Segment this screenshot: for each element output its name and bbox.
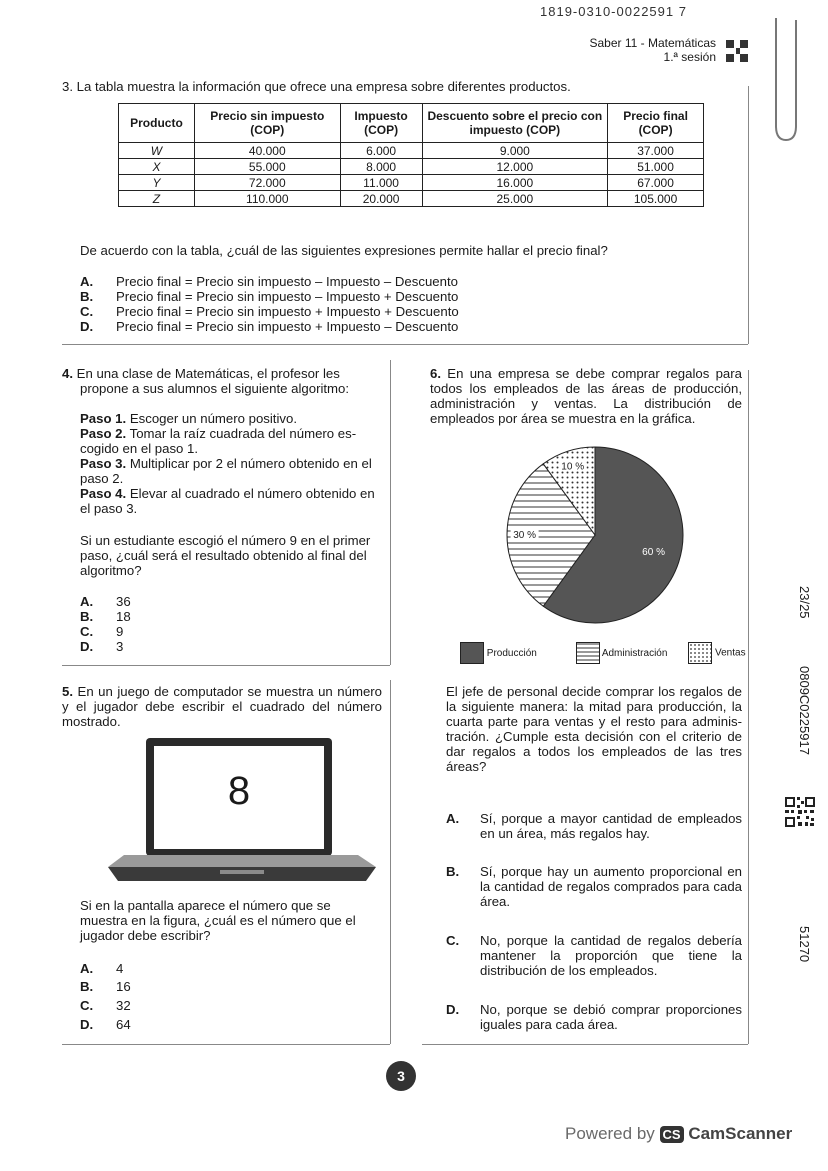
q4-option-d[interactable] xyxy=(80,639,123,654)
pie-label: 10 % xyxy=(561,461,585,473)
pie-label: 60 % xyxy=(642,547,665,559)
divider xyxy=(390,680,391,1044)
step-text: Tomar la raíz cuadrada del número es-cogido en el paso 1. xyxy=(80,426,357,456)
header-session: 1.ª sesión xyxy=(663,50,716,64)
q5-intro-text: En un juego de computador se muestra un número y el jugador debe escribir el cuadrado del número mostrado. xyxy=(62,684,382,729)
table-cell: 55.000 xyxy=(194,159,340,175)
q4-intro xyxy=(62,366,382,396)
option-text: Sí, porque hay un aumento proporcional en la cantidad de regalos comprados para cada área. xyxy=(480,864,742,909)
divider xyxy=(422,1044,748,1045)
option-text: 64 xyxy=(116,1017,131,1032)
option-text: 4 xyxy=(116,961,124,976)
table-cell: Y xyxy=(119,175,195,191)
divider xyxy=(62,344,748,345)
q3-intro-text: La tabla muestra la información que ofrece una empresa sobre diferentes productos. xyxy=(76,79,571,94)
footer-brand: CamScanner xyxy=(688,1124,793,1143)
option-text: Precio final = Precio sin impuesto – Impuesto + Descuento xyxy=(116,289,459,304)
q5-intro xyxy=(62,684,382,729)
option-text: 18 xyxy=(116,609,131,624)
q4-intro-line1: En una clase de Matemáticas, el profesor les xyxy=(76,366,340,381)
q4-intro-line2: propone a sus alumnos el siguiente algoritmo: xyxy=(80,381,350,396)
q6-option-c[interactable] xyxy=(446,933,742,978)
option-letter: B. xyxy=(446,864,460,879)
option-letter: C. xyxy=(80,998,94,1013)
divider xyxy=(390,360,391,665)
q5-number: 5. xyxy=(62,684,73,699)
q6-intro xyxy=(430,366,742,426)
table-cell: 110.000 xyxy=(194,191,340,207)
table-cell: 105.000 xyxy=(608,191,704,207)
q4-step xyxy=(80,426,382,456)
pie-legend xyxy=(460,642,746,664)
table-cell: 40.000 xyxy=(194,143,340,159)
option-text: 36 xyxy=(116,594,131,609)
q4-step xyxy=(80,486,382,516)
table-cell: 11.000 xyxy=(340,175,422,191)
q3-option-a[interactable] xyxy=(80,274,458,289)
option-letter: C. xyxy=(446,933,460,948)
q5-option-c[interactable] xyxy=(80,998,131,1013)
table-cell: 16.000 xyxy=(422,175,608,191)
q3-option-b[interactable] xyxy=(80,289,458,304)
q4-question: Si un estudiante escogió el número 9 en el primer paso, ¿cuál será el resultado obtenido al final del algoritmo? xyxy=(80,533,371,578)
page-number: 3 xyxy=(386,1061,416,1091)
q3-option-d[interactable] xyxy=(80,319,458,334)
option-text: No, porque se debió comprar proporciones iguales para cada área. xyxy=(480,1002,742,1032)
option-text: Precio final = Precio sin impuesto + Impuesto – Descuento xyxy=(116,319,459,334)
q4-option-a[interactable] xyxy=(80,594,131,609)
q3-option-c[interactable] xyxy=(80,304,459,319)
option-letter: D. xyxy=(80,319,94,334)
option-letter: D. xyxy=(80,639,94,654)
q4-option-c[interactable] xyxy=(80,624,123,639)
option-letter: D. xyxy=(80,1017,94,1032)
top-code: 1819-0310-0022591 7 xyxy=(540,4,687,19)
camscanner-footer xyxy=(565,1124,792,1144)
icfes-logo-icon xyxy=(724,38,750,64)
table-header: Precio final (COP) xyxy=(608,104,704,143)
step-label: Paso 3. xyxy=(80,456,127,471)
option-letter: A. xyxy=(80,594,94,609)
q6-option-d[interactable] xyxy=(446,1002,742,1032)
step-label: Paso 1. xyxy=(80,411,127,426)
q5-question: Si en la pantalla aparece el número que se muestra en la figura, ¿cuál es el número que el jugador debe escribir? xyxy=(80,898,356,943)
table-cell: Z xyxy=(119,191,195,207)
option-letter: B. xyxy=(80,289,94,304)
side-number: 51270 xyxy=(797,926,812,963)
table-cell: X xyxy=(119,159,195,175)
table-header-row xyxy=(119,104,704,143)
option-text: No, porque la cantidad de regalos debería mantener la proporción que tiene la distribución de los empleados. xyxy=(480,933,742,978)
option-letter: B. xyxy=(80,979,94,994)
option-letter: B. xyxy=(80,609,94,624)
option-letter: D. xyxy=(446,1002,460,1017)
table-cell: 72.000 xyxy=(194,175,340,191)
page-header xyxy=(590,36,717,64)
table-cell: 51.000 xyxy=(608,159,704,175)
step-text: Escoger un número positivo. xyxy=(129,411,297,426)
q3-number: 3. xyxy=(62,79,73,94)
option-text: 3 xyxy=(116,639,124,654)
legend-label: Producción xyxy=(486,647,537,659)
table-header: Precio sin impuesto (COP) xyxy=(194,104,340,143)
table-cell: 9.000 xyxy=(422,143,608,159)
option-letter: A. xyxy=(80,961,94,976)
option-text: 32 xyxy=(116,998,131,1013)
q4-number: 4. xyxy=(62,366,73,381)
q6-number: 6. xyxy=(430,366,441,381)
table-cell: W xyxy=(119,143,195,159)
products-table xyxy=(118,103,704,207)
option-text: 9 xyxy=(116,624,124,639)
q4-option-b[interactable] xyxy=(80,609,131,624)
divider xyxy=(62,1044,390,1045)
table-cell: 20.000 xyxy=(340,191,422,207)
legend-label: Administración xyxy=(601,647,668,659)
header-subject: Saber 11 - Matemáticas xyxy=(589,36,716,50)
table-row xyxy=(119,159,704,175)
step-text: Elevar al cuadrado el número obtenido en el paso 3. xyxy=(80,486,375,516)
table-row xyxy=(119,191,704,207)
footer-powered: Powered by xyxy=(565,1124,655,1143)
screen-number: 8 xyxy=(227,769,251,813)
legend-swatch-produccion xyxy=(460,642,484,664)
camscanner-logo-icon: CS xyxy=(660,1126,684,1143)
option-text: Precio final = Precio sin impuesto + Impuesto + Descuento xyxy=(116,304,459,319)
legend-label: Ventas xyxy=(714,647,746,659)
option-letter: C. xyxy=(80,624,94,639)
divider xyxy=(748,370,749,1044)
q3-intro xyxy=(62,79,571,94)
side-page-count: 23/25 xyxy=(797,586,812,619)
qr-code-icon xyxy=(784,796,816,828)
table-header: Descuento sobre el precio con impuesto (COP) xyxy=(422,104,608,143)
table-row xyxy=(119,143,704,159)
option-text: Sí, porque a mayor cantidad de empleados en un área, más regalos hay. xyxy=(480,811,742,841)
q5-option-b[interactable] xyxy=(80,979,131,994)
q5-option-d[interactable] xyxy=(80,1017,131,1032)
pie-label: 30 % xyxy=(513,530,536,541)
table-cell: 37.000 xyxy=(608,143,704,159)
option-letter: A. xyxy=(446,811,460,826)
q3-question: De acuerdo con la tabla, ¿cuál de las siguientes expresiones permite hallar el precio final? xyxy=(80,243,608,258)
q4-step xyxy=(80,456,382,486)
option-text: Precio final = Precio sin impuesto – Impuesto – Descuento xyxy=(116,274,458,289)
side-code: 0809C0225917 xyxy=(797,666,812,755)
option-letter: A. xyxy=(80,274,94,289)
q5-option-a[interactable] xyxy=(80,961,123,976)
step-label: Paso 4. xyxy=(80,486,127,501)
step-label: Paso 2. xyxy=(80,426,127,441)
option-text: 16 xyxy=(116,979,131,994)
option-letter: C. xyxy=(80,304,94,319)
q4-step xyxy=(80,411,382,426)
q6-option-b[interactable] xyxy=(446,864,742,909)
table-row xyxy=(119,175,704,191)
q6-option-a[interactable] xyxy=(446,811,742,841)
table-header: Impuesto (COP) xyxy=(340,104,422,143)
table-cell: 8.000 xyxy=(340,159,422,175)
table-cell: 67.000 xyxy=(608,175,704,191)
q6-intro-text: En una empresa se debe comprar regalos para todos los empleados de las áreas de producción, administración y ventas. La distribución de empleados por área se muestra en la gráfica. xyxy=(430,366,742,426)
table-cell: 25.000 xyxy=(422,191,608,207)
q4-steps xyxy=(80,411,382,516)
table-cell: 6.000 xyxy=(340,143,422,159)
divider xyxy=(62,665,390,666)
divider xyxy=(748,86,749,344)
legend-swatch-ventas xyxy=(688,642,712,664)
q6-question: El jefe de personal decide comprar los regalos de la siguiente manera: la mitad para producción, la cuarta parte para ventas y el resto para adminis-tración. ¿Cumple esta decisión con el criterio de dar regalos a todos los empleados de las tres áreas? xyxy=(446,684,742,774)
table-cell: 12.000 xyxy=(422,159,608,175)
table-header: Producto xyxy=(119,104,195,143)
paperclip-icon xyxy=(770,14,800,144)
legend-swatch-administracion xyxy=(576,642,600,664)
pie-chart xyxy=(500,440,690,630)
step-text: Multiplicar por 2 el número obtenido en el paso 2. xyxy=(80,456,372,486)
